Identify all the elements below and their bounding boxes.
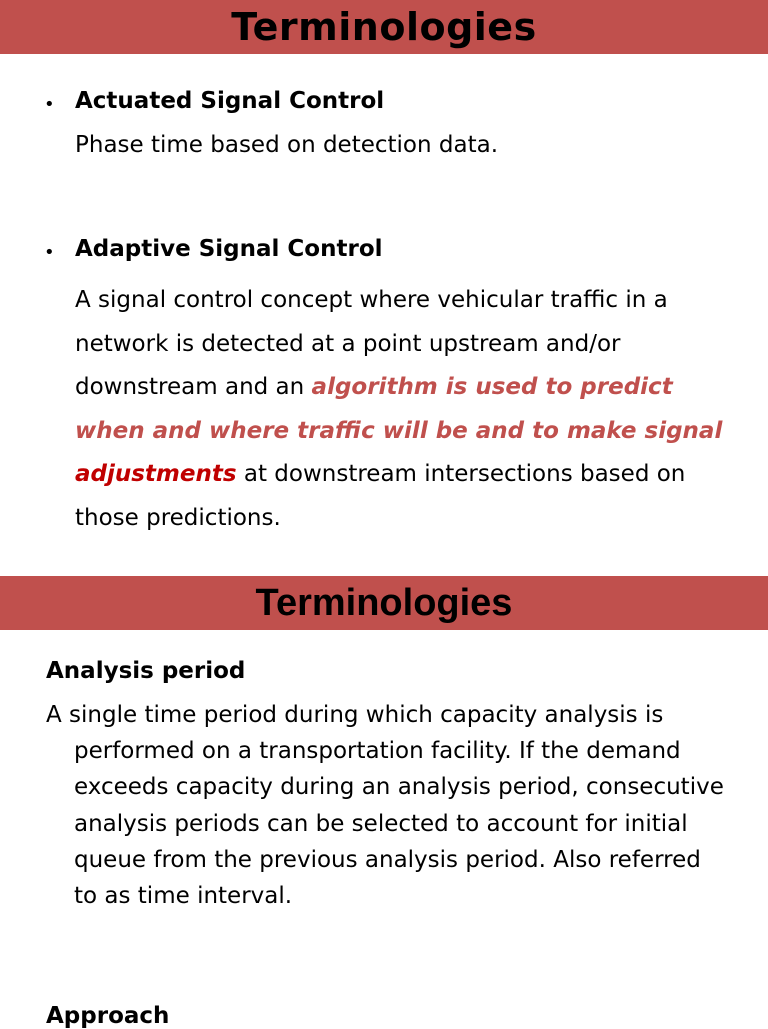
term-heading: Actuated Signal Control (75, 88, 385, 114)
slide-title: Terminologies (255, 582, 513, 624)
bullet-icon: • (44, 94, 55, 115)
term-heading-approach: Approach (46, 1003, 170, 1029)
definition-highlight-strong: adjustments (75, 461, 237, 487)
slide-title-bar (0, 0, 768, 54)
slide-title: Terminologies (231, 5, 537, 49)
slide-title-bar (0, 576, 768, 630)
term-heading-analysis-period: Analysis period (46, 658, 246, 684)
slide-analysis-period (0, 576, 768, 1029)
term-definition-analysis-period: A single time period during which capacity analysis is performed on a transportation facility. If the demand exceeds capacity during an analysis period, consecutive analysis periods can be selected to account for initial queue from the previous analysis period. Also referred to as time interval. (46, 702, 724, 910)
definition-text: A signal control concept where vehicular traffic in a network is detected at a point upstream and/or downstream and an (75, 287, 668, 400)
definition-text: at downstream intersections based on those predictions. (75, 461, 686, 531)
term-definition: Phase time based on detection data. (75, 132, 499, 158)
term-heading: Adaptive Signal Control (75, 236, 383, 262)
term-definition (75, 279, 725, 540)
bullet-icon: • (44, 242, 55, 263)
definition-highlight: algorithm is used to predict when and where traffic will be and to make signal (75, 374, 723, 444)
